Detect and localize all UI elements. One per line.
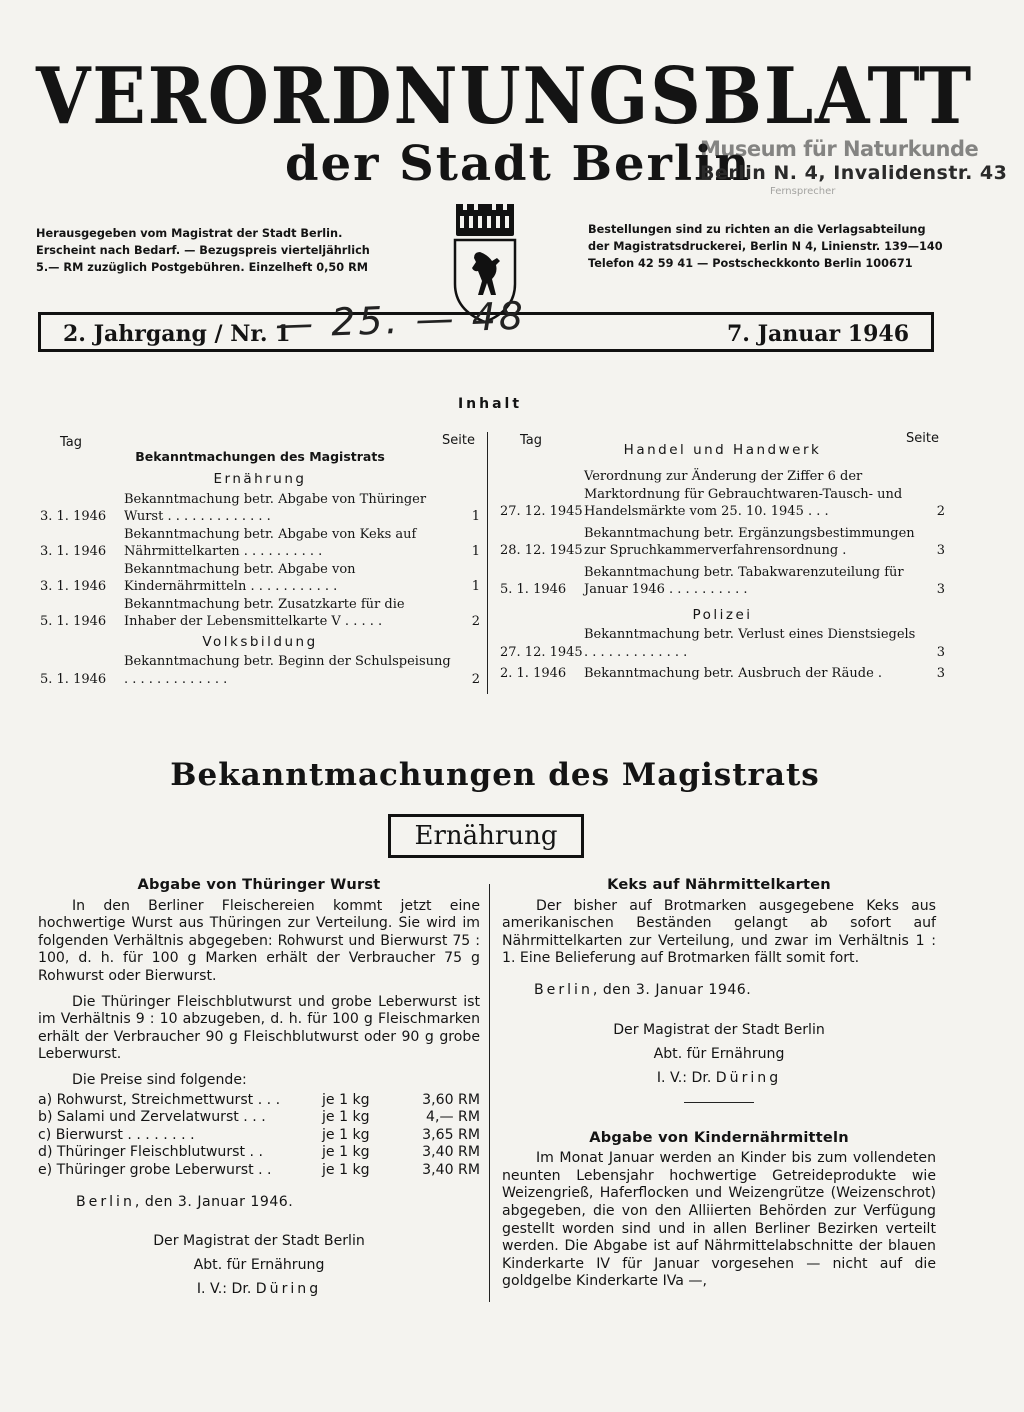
- publisher-info: [36, 225, 370, 276]
- toc-column-divider: [487, 432, 488, 694]
- toc-col-seite: Seite: [906, 431, 939, 446]
- article-paragraph: In den Berliner Fleischereien kommt jetzt eine hochwertige Wurst aus Thüringen zur Verteilung. Sie wird im folgenden Verhältnis abgegeben: Rohwurst und Bierwurst 75 : 100, d. h. für 100 g Marken erhält der Verbraucher 75 g Rohwurst oder Bierwurst.: [38, 897, 480, 984]
- toc-entry-date: 5. 1. 1946: [500, 582, 567, 597]
- toc-entry[interactable]: [40, 596, 480, 631]
- price-amount: 3,40 RM: [422, 1144, 480, 1161]
- price-amount: 4,— RM: [426, 1109, 480, 1126]
- library-stamp: [700, 136, 1008, 199]
- issue-date: 7. Januar 1946: [726, 321, 909, 347]
- price-unit: je 1 kg: [322, 1091, 370, 1108]
- toc-entry-date: 27. 12. 1945: [500, 504, 583, 519]
- toc-entry-text: Bekanntmachung betr. Zusatzkarte für die Inhaber der Lebensmittelkarte V . . . . .: [124, 596, 405, 629]
- toc-entry-date: 5. 1. 1946: [40, 614, 107, 629]
- signoff-date: , den 3. Januar 1946.: [134, 1193, 294, 1210]
- price-item: e) Thüringer grobe Leberwurst . .: [38, 1161, 272, 1178]
- publisher-line: 5.— RM zuzüglich Postgebühren. Einzelheft 0,50 RM: [36, 261, 369, 274]
- toc-entry-text: Bekanntmachung betr. Abgabe von Thüringer Wurst . . . . . . . . . . . . .: [124, 491, 427, 524]
- toc-entry-text: Bekanntmachung betr. Abgabe von Keks auf Nährmittelkarten . . . . . . . . . .: [124, 526, 417, 559]
- article-title: Abgabe von Kindernährmitteln: [589, 1128, 849, 1146]
- signature-line: Der Magistrat der Stadt Berlin: [613, 1021, 825, 1038]
- toc-entry-page: 1: [471, 509, 480, 524]
- toc-heading: Inhalt: [457, 396, 523, 412]
- signature-prefix: I. V.: Dr.: [656, 1069, 716, 1086]
- toc-entry-date: 28. 12. 1945: [500, 543, 583, 558]
- signoff-place: Berlin: [76, 1193, 135, 1210]
- stamp-line-1: Museum für Naturkunde: [700, 137, 979, 161]
- toc-entry-text: Bekanntmachung betr. Ergänzungsbestimmungen zur Spruchkammerverfahrensordnung .: [584, 525, 915, 558]
- toc-right-column: [500, 430, 945, 683]
- price-unit: je 1 kg: [322, 1109, 370, 1126]
- toc-entry[interactable]: [500, 564, 945, 599]
- subsection-heading: Ernährung: [388, 814, 584, 858]
- toc-entry-text: Bekanntmachung betr. Ausbruch der Räude .: [584, 666, 883, 681]
- price-unit: je 1 kg: [322, 1161, 370, 1178]
- price-amount: 3,60 RM: [422, 1091, 480, 1108]
- toc-entry-text: Bekanntmachung betr. Tabakwarenzuteilung für Januar 1946 . . . . . . . . . .: [584, 564, 904, 597]
- toc-col-tag: Tag: [520, 433, 543, 448]
- toc-entry-page: 2: [936, 504, 945, 519]
- article-title: Abgabe von Thüringer Wurst: [137, 876, 381, 893]
- newspaper-title: VERORDNUNGSBLATT: [36, 51, 973, 142]
- toc-entry-date: 5. 1. 1946: [40, 671, 107, 687]
- toc-entry[interactable]: [500, 468, 945, 521]
- article-column-right: [502, 876, 936, 1299]
- signature-line: [38, 1277, 480, 1301]
- newspaper-subtitle: der Stadt Berlin: [285, 136, 752, 192]
- toc-entry[interactable]: [500, 665, 945, 683]
- toc-entry-date: 2. 1. 1946: [500, 666, 567, 681]
- signature-name: Düring: [715, 1069, 782, 1086]
- toc-entry-date: 3. 1. 1946: [40, 509, 107, 524]
- toc-entry-text: Bekanntmachung betr. Abgabe von Kindernährmitteln . . . . . . . . . . .: [124, 561, 356, 594]
- toc-entry[interactable]: [40, 561, 480, 596]
- publisher-line: Erscheint nach Bedarf. — Bezugspreis vierteljährlich: [36, 244, 370, 257]
- toc-entry[interactable]: [500, 626, 945, 661]
- price-item: c) Bierwurst . . . . . . . .: [38, 1126, 195, 1143]
- toc-col-tag: Tag: [60, 435, 83, 450]
- toc-entry-date: 27. 12. 1945: [500, 644, 583, 660]
- price-item: a) Rohwurst, Streichmettwurst . . .: [38, 1091, 281, 1108]
- order-line: der Magistratsdruckerei, Berlin N 4, Linienstr. 139—140: [588, 240, 943, 253]
- price-row: [38, 1144, 480, 1162]
- price-row: [38, 1162, 480, 1180]
- signature-line: Abt. für Ernährung: [653, 1045, 785, 1062]
- toc-entry-page: 3: [936, 582, 945, 597]
- toc-entry-text: Bekanntmachung betr. Verlust eines Dienstsiegels . . . . . . . . . . . . .: [584, 627, 916, 660]
- signoff-place-date: [76, 1194, 480, 1212]
- handwritten-note: — 25. — 48: [274, 293, 527, 347]
- article-paragraph: Der bisher auf Brotmarken ausgegebene Keks aus amerikanischen Beständen gelangt ab sofort auf Nährmittelkarten zur Verteilung, und zwar im Verhältnis 1 : 1. Eine Belieferung auf Brotmarken fällt somit fort.: [502, 897, 936, 967]
- signoff-date: , den 3. Januar 1946.: [592, 981, 752, 998]
- order-info: [588, 221, 943, 272]
- toc-category: Ernährung: [213, 471, 307, 487]
- body-column-divider: [489, 884, 490, 1302]
- toc-entry[interactable]: [500, 525, 945, 560]
- signature-line: [502, 1066, 936, 1090]
- toc-entry-page: 2: [471, 671, 480, 687]
- price-list: [38, 1092, 480, 1180]
- toc-entry-page: 3: [936, 666, 945, 681]
- toc-category: Handel und Handwerk: [623, 442, 822, 458]
- toc-entry[interactable]: [40, 491, 480, 526]
- toc-entry-page: 1: [471, 579, 480, 594]
- article-separator: [684, 1102, 754, 1103]
- signoff-place: Berlin: [534, 981, 593, 998]
- toc-col-seite: Seite: [442, 433, 475, 448]
- price-row: [38, 1109, 480, 1127]
- toc-entry-date: 3. 1. 1946: [40, 579, 107, 594]
- toc-entry-page: 1: [471, 544, 480, 559]
- price-row: [38, 1092, 480, 1110]
- toc-left-column: [40, 432, 480, 688]
- toc-entry-text: Verordnung zur Änderung der Ziffer 6 der Marktordnung für Gebrauchtwaren-Tausch- und Handelsmärkte vom 25. 10. 1945 . . .: [584, 469, 903, 519]
- price-unit: je 1 kg: [322, 1144, 370, 1161]
- article-title: Keks auf Nährmittelkarten: [607, 876, 831, 893]
- toc-entry-page: 3: [936, 644, 945, 660]
- price-item: d) Thüringer Fleischblutwurst . .: [38, 1144, 263, 1161]
- price-intro: Die Preise sind folgende:: [72, 1071, 247, 1088]
- order-line: Telefon 42 59 41 — Postscheckkonto Berlin 100671: [588, 257, 913, 270]
- article-paragraph: Die Thüringer Fleischblutwurst und grobe Leberwurst ist im Verhältnis 9 : 10 abzugeben, d. h. für 100 g Fleischmarken erhält der Verbraucher 90 g Fleischblutwurst oder 90 g grobe Leberwurst.: [38, 993, 480, 1063]
- order-line: Bestellungen sind zu richten an die Verlagsabteilung: [588, 223, 926, 236]
- price-unit: je 1 kg: [322, 1126, 370, 1143]
- article-column-left: [38, 876, 480, 1301]
- toc-entry-page: 2: [471, 614, 480, 629]
- toc-category: Polizei: [692, 606, 753, 623]
- price-item: b) Salami und Zervelatwurst . . .: [38, 1109, 266, 1126]
- toc-category: Volksbildung: [202, 633, 318, 650]
- toc-entry[interactable]: [40, 653, 480, 688]
- price-amount: 3,40 RM: [422, 1161, 480, 1178]
- signature-line: Der Magistrat der Stadt Berlin: [153, 1233, 365, 1250]
- price-amount: 3,65 RM: [422, 1126, 480, 1143]
- publisher-line: Herausgegeben vom Magistrat der Stadt Berlin.: [36, 227, 343, 240]
- article-paragraph: Im Monat Januar werden an Kinder bis zum vollendeten neunten Lebensjahr hochwertige Getreideprodukte wie Weizengrieß, Haferflocken und Weizengrütze (Weizenschrot) abgegeben, die von den Alliierten Behörden zur Verfügung gestellt worden sind und in allen Berliner Bezirken verteilt werden. Die Abgabe ist auf Nährmittelabschnitte der blauen Kinderkarte IV für Januar vorgesehen — nicht auf die goldgelbe Kinderkarte IVa —,: [502, 1150, 936, 1290]
- toc-entry-date: 3. 1. 1946: [40, 544, 107, 559]
- signoff-place-date: [534, 982, 936, 1000]
- toc-entry-text: Bekanntmachung betr. Beginn der Schulspeisung . . . . . . . . . . . . .: [124, 654, 451, 687]
- toc-entry[interactable]: [40, 526, 480, 561]
- stamp-line-3: Fernsprecher: [770, 186, 836, 197]
- signature-prefix: I. V.: Dr.: [196, 1281, 256, 1298]
- toc-group-title: Bekanntmachungen des Magistrats: [135, 449, 385, 464]
- price-row: [38, 1127, 480, 1145]
- stamp-line-2: Berlin N. 4, Invalidenstr. 43: [700, 162, 1008, 185]
- signature-line: Abt. für Ernährung: [193, 1257, 325, 1274]
- toc-entry-page: 3: [936, 543, 945, 558]
- section-heading: Bekanntmachungen des Magistrats: [170, 757, 820, 793]
- issue-number: 2. Jahrgang / Nr. 1: [63, 321, 291, 347]
- signature-name: Düring: [255, 1281, 322, 1298]
